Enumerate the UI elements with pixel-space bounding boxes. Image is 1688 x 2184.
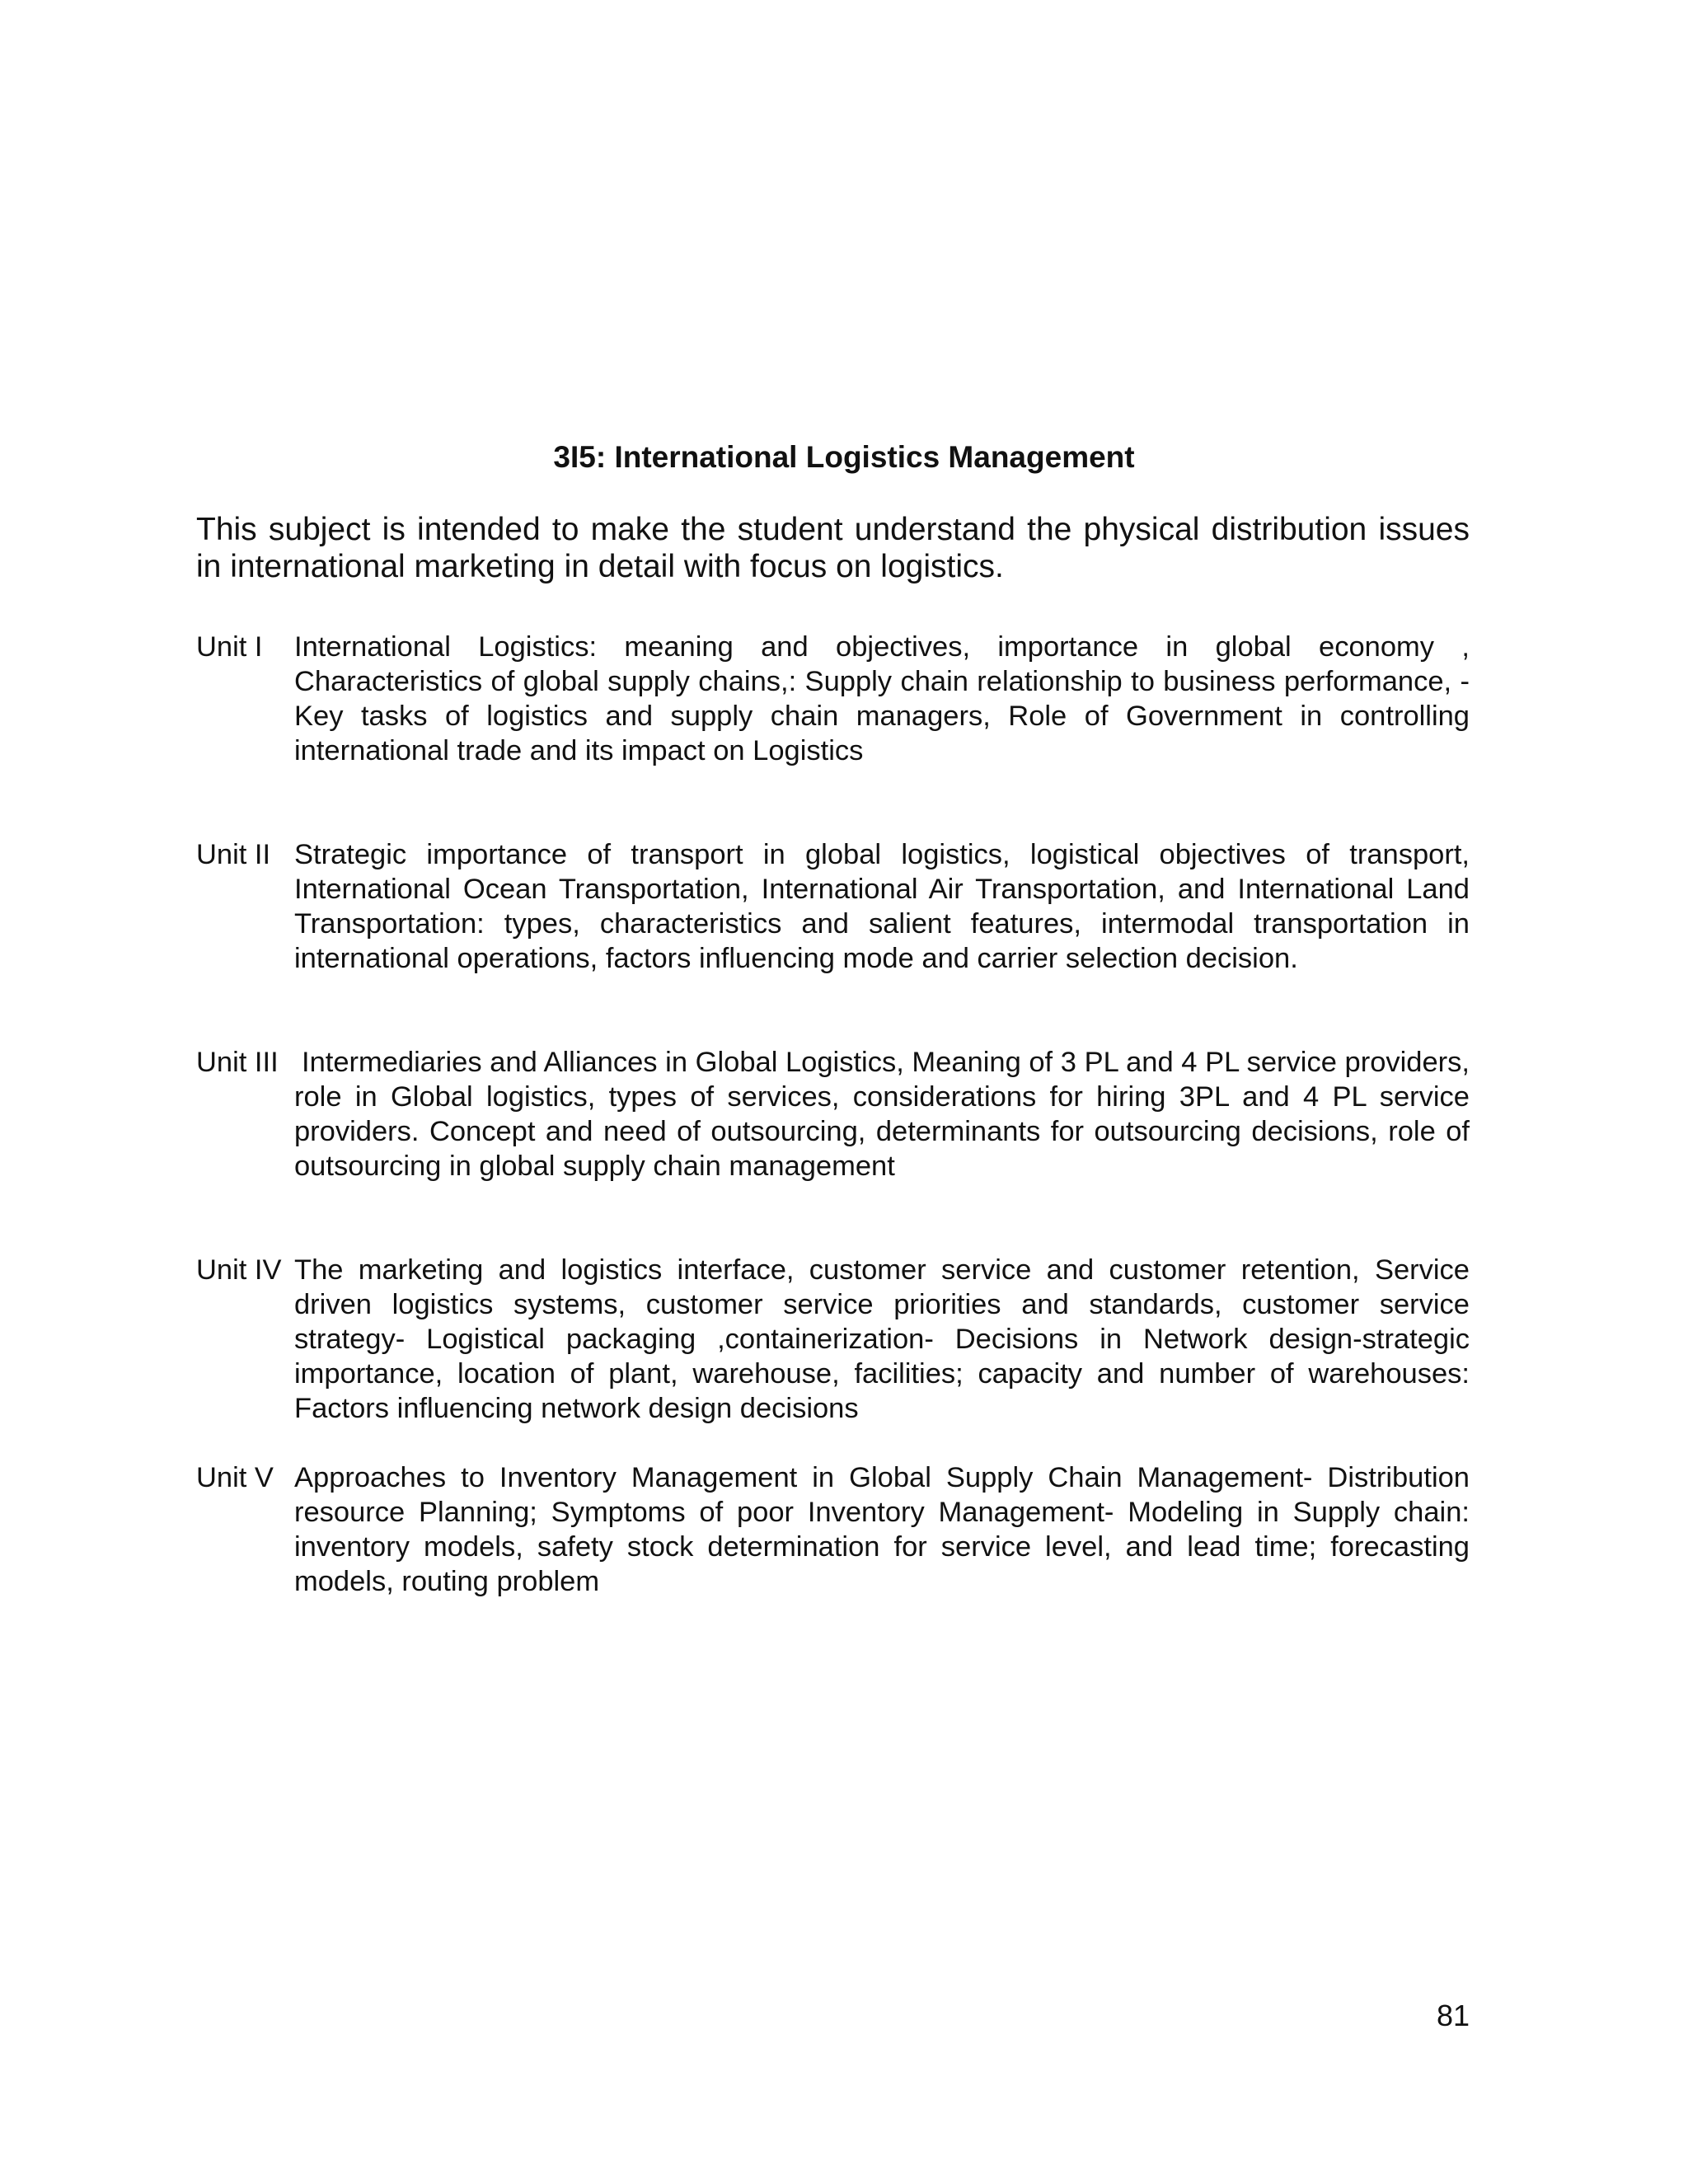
unit-label: Unit V xyxy=(196,1462,274,1493)
unit-description: Intermediaries and Alliances in Global Logistics, Meaning of 3 PL and 4 PL service providers, role in Global logistics, types of services, considerations for hiring 3PL and 4 PL service providers. Concept and need of outsourcing, determinants for outsourcing decisions, role of outsourcing in global supply chain management xyxy=(294,1047,1470,1182)
unit-label: Unit III xyxy=(196,1047,279,1078)
unit-label: Unit II xyxy=(196,839,271,870)
unit-5 xyxy=(196,1460,1470,1599)
page-number: 81 xyxy=(1436,1999,1470,2032)
unit-2 xyxy=(196,837,1470,976)
unit-4 xyxy=(196,1253,1470,1426)
unit-1 xyxy=(196,630,1470,768)
unit-3 xyxy=(196,1045,1470,1183)
unit-description: The marketing and logistics interface, customer service and customer retention, Service driven logistics systems, customer service priorities and standards, customer service strategy- Logistical packaging ,containerization- Decisions in Network design-strategic importance, location of plant, warehouse, facilities; capacity and number of warehouses: Factors influencing network design decisions xyxy=(294,1254,1470,1424)
intro-paragraph: This subject is intended to make the student understand the physical distribution issues in international marketing in detail with focus on logistics. xyxy=(196,512,1470,584)
document-title: 3I5: International Logistics Management xyxy=(553,440,1135,474)
unit-label: Unit I xyxy=(196,631,263,663)
unit-description: Strategic importance of transport in global logistics, logistical objectives of transport, International Ocean Transportation, International Air Transportation, and International Land Transportation: types, characteristics and salient features, intermodal transportation in international operations, factors influencing mode and carrier selection decision. xyxy=(294,839,1470,974)
unit-description: Approaches to Inventory Management in Global Supply Chain Management- Distribution resource Planning; Symptoms of poor Inventory Management- Modeling in Supply chain: inventory models, safety stock determination for service level, and lead time; forecasting models, routing problem xyxy=(294,1462,1470,1597)
unit-label: Unit IV xyxy=(196,1254,282,1286)
unit-description: International Logistics: meaning and objectives, importance in global economy , Characteristics of global supply chains,: Supply chain relationship to business performance, -Key tasks of logistics and supply chain managers, Role of Government in controlling international trade and its impact on Logistics xyxy=(294,631,1470,766)
